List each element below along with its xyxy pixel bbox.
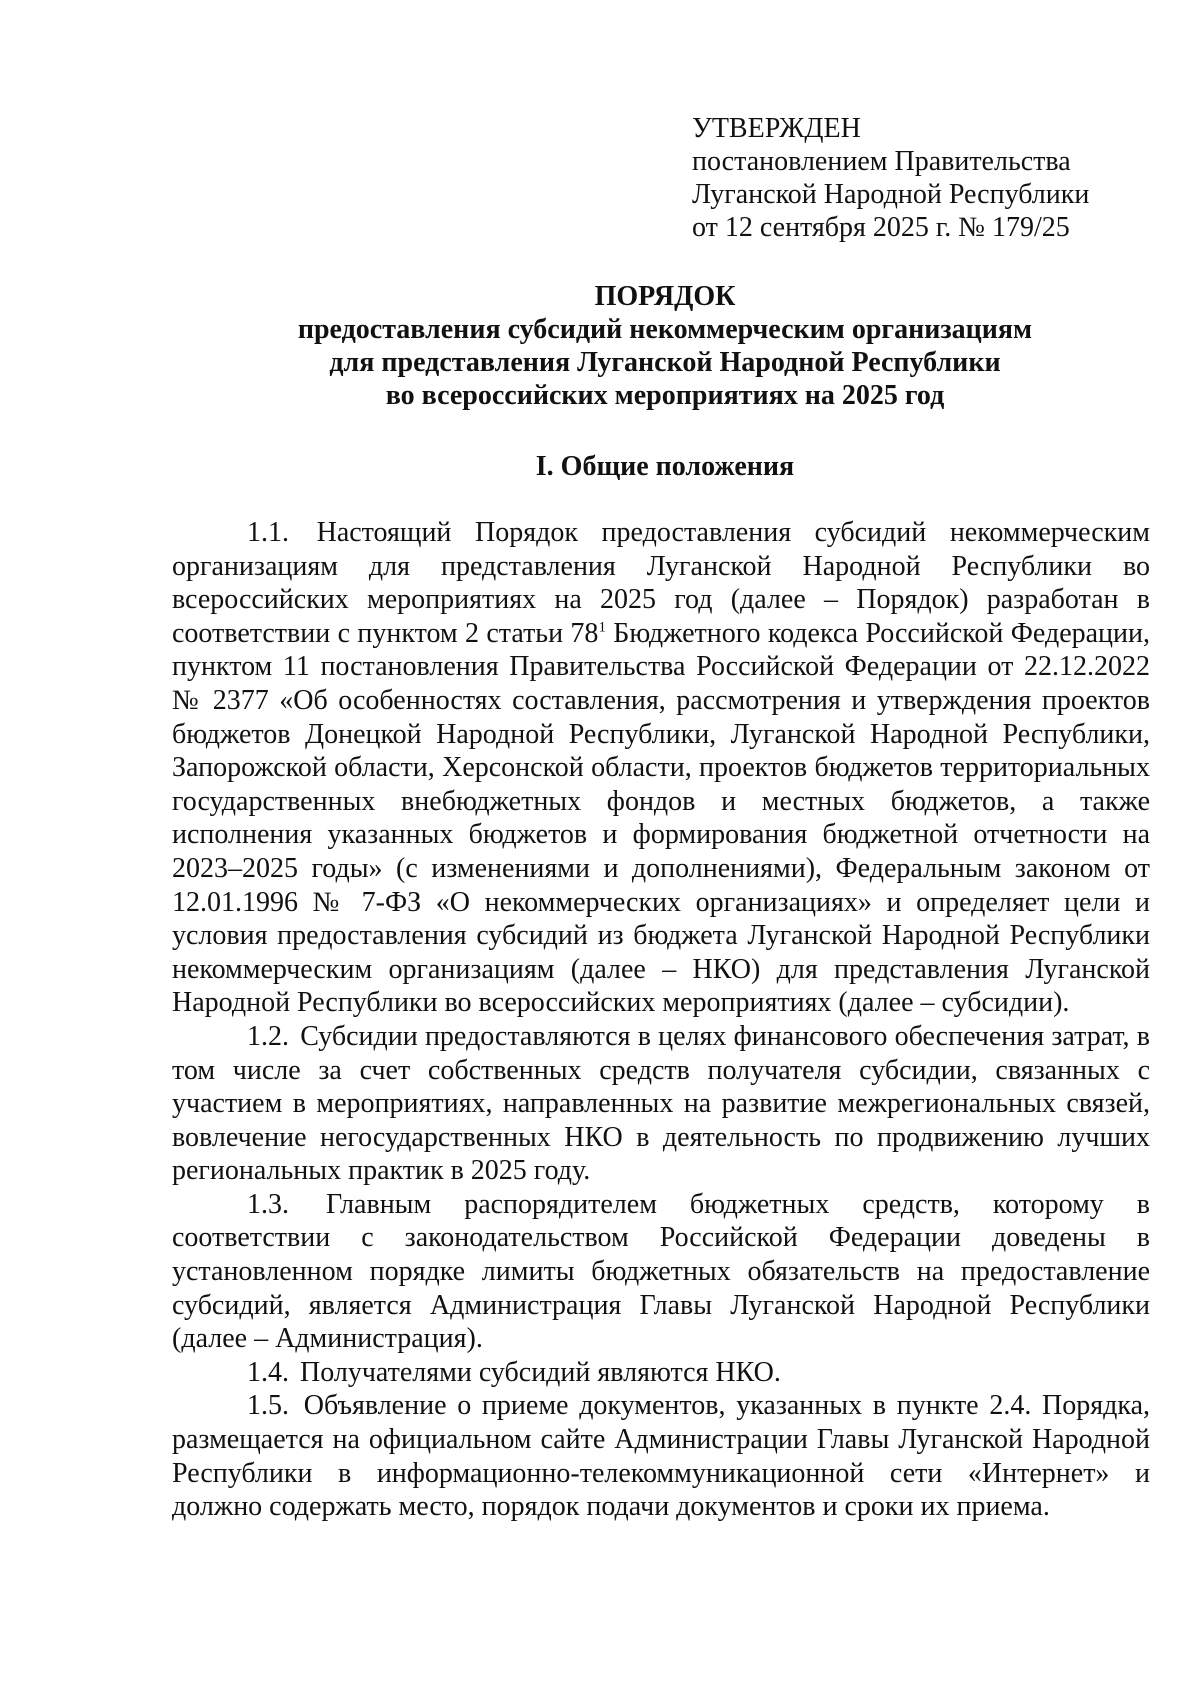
approval-stamp (692, 112, 1089, 244)
paragraph-number: 1.5. (247, 1390, 289, 1422)
approval-line-3: от 12 сентября 2025 г. № 179/25 (692, 212, 1070, 243)
title-line-3: во всероссийских мероприятиях на 2025 год (385, 380, 945, 411)
paragraph-number: 1.4. (247, 1356, 289, 1388)
paragraph-1-3 (172, 1188, 1150, 1356)
paragraph-number: 1.3. (247, 1188, 289, 1220)
paragraph-text: Субсидии предоставляются в целях финансового обеспечения затрат, в том числе за счет собственных средств получателя субсидии, связанных с участием в мероприятиях, направленных на развитие межрегиональных связей, вовлечение негосударственных НКО в деятельность по продвижению лучших региональных практик в 2025 году. (172, 1020, 1150, 1187)
paragraph-text: Настоящий Порядок предоставления субсидий некоммерческим организациям для представления Луганской Народной Республики во всероссийских мероприятиях на 2025 год (далее – Порядок) разработан в соответствии с пунктом 2 статьи 78 (172, 517, 1150, 649)
title-line-1: предоставления субсидий некоммерческим организациям (297, 314, 1033, 345)
paragraph-text-cont: Бюджетного кодекса Российской Федерации, пунктом 11 постановления Правительства Российской Федерации от 22.12.2022 № 2377 «Об особенностях составления, рассмотрения и утверждения проектов бюджетов Донецкой Народной Республики, Луганской Народной Республики, Запорожской области, Херсонской области, проектов бюджетов территориальных государственных внебюджетных фондов и местных бюджетов, а также исполнения указанных бюджетов и формирования бюджетной отчетности на 2023–2025 годы» (с изменениями и дополнениями), Федеральным законом от 12.01.1996 № 7-ФЗ «О некоммерческих организациях» и определяет цели и условия предоставления субсидий из бюджета Луганской Народной Республики некоммерческим организациям (далее – НКО) для представления Луганской Народной Республики во всероссийских мероприятиях (далее – субсидии). (172, 617, 1151, 1019)
title-line-2: для представления Луганской Народной Республики (329, 347, 1001, 378)
paragraph-text: Получателями субсидий являются НКО. (300, 1356, 781, 1388)
paragraph-text: Главным распорядителем бюджетных средств, которому в соответствии с законодательством Российской Федерации доведены в установленном порядке лимиты бюджетных обязательств на предоставление субсидий, является Администрация Главы Луганской Народной Республики (далее – Администрация). (172, 1188, 1150, 1355)
section-heading: I. Общие положения (535, 451, 795, 482)
paragraph-1-5 (172, 1389, 1150, 1523)
paragraph-number: 1.1. (247, 517, 289, 548)
document-body (172, 516, 1150, 1524)
approval-status: УТВЕРЖДЕН (692, 113, 861, 144)
paragraph-1-1 (172, 516, 1150, 1020)
paragraph-text: Объявление о приеме документов, указанных в пункте 2.4. Порядка, размещается на официальном сайте Администрации Главы Луганской Народной Республики в информационно-телекоммуникационной сети «Интернет» и должно содержать место, порядок подачи документов и сроки их приема. (172, 1390, 1150, 1523)
document-title (0, 280, 1200, 412)
paragraph-1-4 (172, 1356, 1150, 1390)
paragraph-1-2 (172, 1020, 1150, 1188)
title-heading: ПОРЯДОК (594, 281, 736, 312)
superscript: 1 (598, 619, 606, 636)
approval-line-1: постановлением Правительства (692, 146, 1071, 177)
approval-line-2: Луганской Народной Республики (692, 179, 1090, 210)
paragraph-number: 1.2. (247, 1020, 289, 1052)
